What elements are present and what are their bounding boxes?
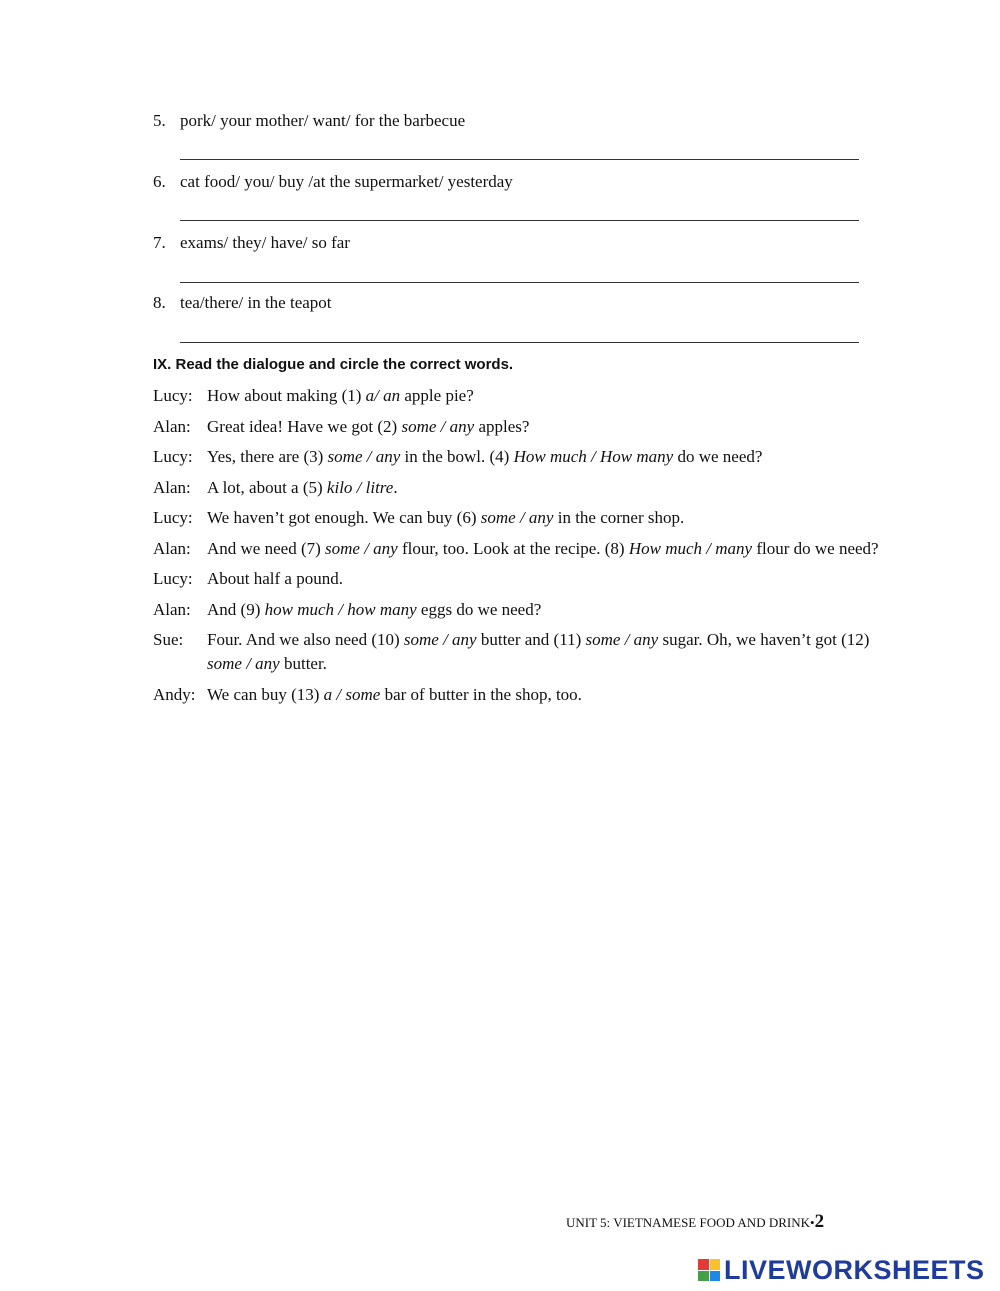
speaker-name: Andy: [153, 684, 196, 704]
speaker-name: Lucy: [153, 508, 193, 527]
speaker-name: Alan: [153, 599, 191, 619]
utterance: We haven’t got enough. We can buy (6) some / any in the corner shop. [207, 508, 685, 527]
unit-title: UNIT 5: VIETNAMESE FOOD AND DRINK [566, 1215, 810, 1230]
speaker-name: Alan: [153, 538, 191, 558]
section-heading: IX. Read the dialogue and circle the correct words. [153, 356, 514, 373]
exercise-item-8 [153, 293, 332, 313]
exercise-item-6 [153, 172, 513, 192]
item-number: 8. [153, 293, 166, 312]
logo-text: LIVEWORKSHEETS [724, 1255, 985, 1285]
word-choice[interactable]: some / any [403, 630, 477, 649]
speaker-name: Alan: [153, 477, 191, 497]
answer-line-7[interactable] [180, 282, 859, 283]
word-choice[interactable]: how much / how many [264, 599, 417, 619]
liveworksheets-logo [698, 1255, 985, 1285]
exercise-item-7 [153, 233, 350, 253]
dialogue-line [153, 476, 883, 500]
logo-mark-tile [698, 1259, 709, 1270]
answer-line-8[interactable] [180, 342, 859, 343]
utterance: Four. And we also need (10) some / any butter and (11) some / any sugar. Oh, we haven’t got (12) some / any butter. [207, 630, 870, 673]
footer-separator: • [810, 1215, 815, 1230]
utterance: And we need (7) some / any flour, too. Look at the recipe. (8) How much / many flour do we need? [207, 538, 879, 558]
speaker-name: Alan: [153, 416, 191, 436]
word-choice[interactable]: How much / How many [513, 447, 674, 466]
word-choice[interactable]: some / any [401, 416, 475, 436]
page-number: 2 [814, 1211, 825, 1232]
logo-mark-tile [710, 1259, 721, 1270]
speaker-name: Lucy: [153, 386, 193, 405]
utterance: How about making (1) a/ an apple pie? [207, 386, 474, 405]
word-choice[interactable]: a / some [323, 684, 381, 704]
word-choice[interactable]: some / any [327, 447, 401, 466]
item-number: 5. [153, 111, 166, 130]
logo-mark-tile [710, 1271, 721, 1282]
speaker-name: Lucy: [153, 447, 193, 466]
word-choice[interactable]: kilo / litre [326, 477, 394, 497]
word-choice[interactable]: some / any [207, 654, 280, 673]
word-choice[interactable]: a/ an [365, 386, 401, 405]
logo-mark-icon [698, 1259, 720, 1281]
utterance: And (9) how much / how many eggs do we need? [207, 599, 542, 619]
dialogue-line [153, 598, 883, 622]
utterance: Great idea! Have we got (2) some / any apples? [207, 416, 530, 436]
item-prompt: cat food/ you/ buy /at the supermarket/ yesterday [180, 172, 513, 191]
dialogue-line [153, 683, 883, 707]
logo-mark-tile [698, 1271, 709, 1282]
word-choice[interactable]: some / any [325, 538, 398, 558]
utterance: A lot, about a (5) kilo / litre. [207, 477, 398, 497]
item-prompt: tea/there/ in the teapot [180, 293, 332, 312]
word-choice[interactable]: some / any [480, 508, 554, 527]
dialogue-line [153, 445, 883, 469]
dialogue-line [153, 384, 883, 408]
word-choice[interactable]: some / any [585, 630, 659, 649]
item-prompt: exams/ they/ have/ so far [180, 233, 350, 252]
dialogue-line [153, 567, 883, 591]
dialogue [153, 384, 883, 713]
dialogue-line [153, 628, 883, 676]
item-number: 6. [153, 172, 166, 191]
item-number: 7. [153, 233, 166, 252]
utterance: About half a pound. [207, 569, 343, 588]
answer-line-5[interactable] [180, 159, 859, 160]
speaker-name: Sue: [153, 630, 184, 649]
utterance: We can buy (13) a / some bar of butter in the shop, too. [207, 684, 582, 704]
word-choice[interactable]: How much / many [628, 538, 753, 558]
dialogue-line [153, 537, 883, 561]
speaker-name: Lucy: [153, 569, 193, 588]
item-prompt: pork/ your mother/ want/ for the barbecue [180, 111, 466, 130]
exercise-item-5 [153, 111, 465, 131]
answer-line-6[interactable] [180, 220, 859, 221]
dialogue-line [153, 506, 883, 530]
page-footer [566, 1212, 824, 1233]
dialogue-line [153, 415, 883, 439]
utterance: Yes, there are (3) some / any in the bowl. (4) How much / How many do we need? [207, 447, 763, 466]
